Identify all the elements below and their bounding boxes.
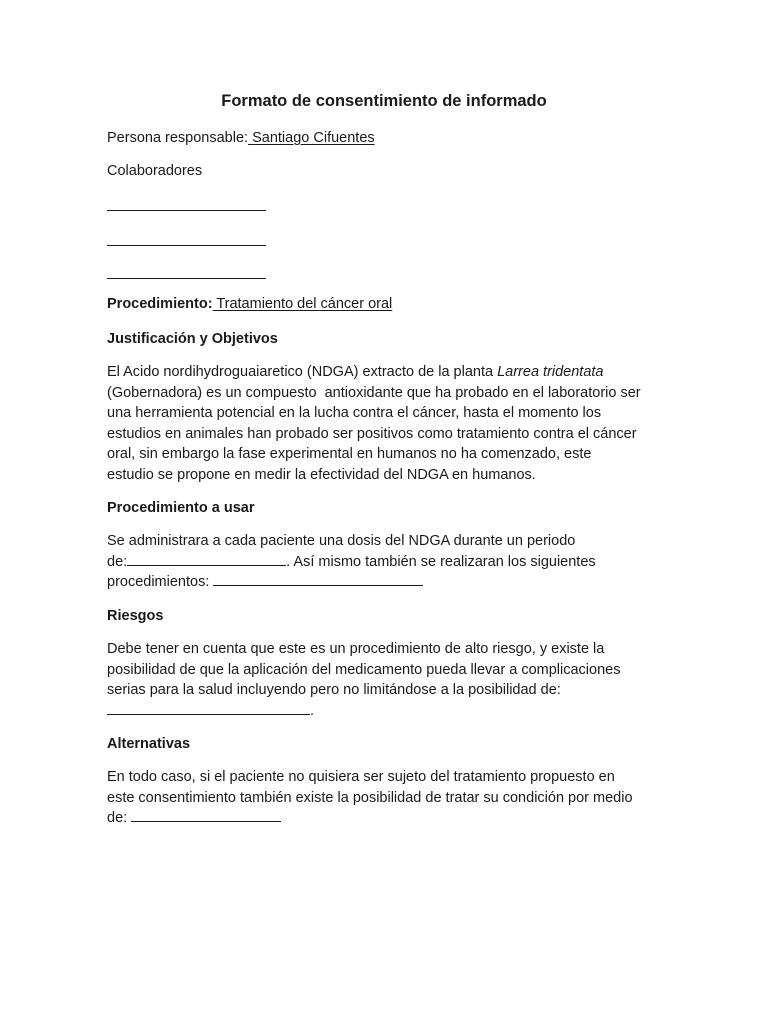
procedure-line — [107, 294, 392, 315]
risks-line-2: posibilidad de que la aplicación del medicamento pueda llevar a complicaciones — [107, 661, 621, 678]
collaborator-blank-2 — [107, 245, 266, 246]
risks-line-4: . — [107, 701, 314, 722]
responsible-value: Santiago Cifuentes — [248, 130, 375, 146]
risk-possibility-blank — [107, 701, 310, 715]
alternative-treatment-blank — [131, 808, 281, 822]
procedures-blank — [213, 572, 423, 586]
justification-line-6: estudio se propone en medir la efectividad del NDGA en humanos. — [107, 466, 536, 483]
justification-line-1: El Acido nordihydroguaiaretico (NDGA) extracto de la planta Larrea tridentata — [107, 364, 604, 380]
collaborator-blank-1 — [107, 210, 266, 211]
plant-name: Larrea tridentata — [497, 364, 604, 380]
alternatives-heading: Alternativas — [107, 736, 191, 752]
document-title: Formato de consentimiento de informado — [221, 92, 547, 110]
procedure-label: Procedimiento: — [107, 296, 213, 312]
collaborator-blank-3 — [107, 278, 266, 279]
procedure-use-line-2: de: . Así mismo también se realizaran los siguientes — [107, 553, 596, 570]
collaborators-label: Colaboradores — [107, 163, 203, 179]
procedure-use-heading: Procedimiento a usar — [107, 500, 255, 516]
justification-heading: Justificación y Objetivos — [107, 331, 278, 347]
risks-heading: Riesgos — [107, 608, 164, 624]
justification-line-5: oral, sin embargo la fase experimental en humanos no ha comenzado, este — [107, 446, 592, 462]
alternatives-line-2: este consentimiento también existe la posibilidad de tratar su condición por medio — [107, 789, 633, 806]
procedure-value: Tratamiento del cáncer oral — [212, 296, 393, 312]
responsible-label: Persona responsable: — [107, 130, 249, 146]
period-blank — [127, 552, 286, 566]
alternatives-line-1: En todo caso, si el paciente no quisiera ser sujeto del tratamiento propuesto en — [107, 769, 615, 785]
procedure-use-line-1: Se administrara a cada paciente una dosis del NDGA durante un periodo — [107, 533, 576, 549]
justification-line-3: una herramienta potencial en la lucha contra el cáncer, hasta el momento los — [107, 405, 602, 421]
justification-line-4: estudios en animales han probado ser positivos como tratamiento contra el cáncer — [107, 425, 637, 442]
procedure-use-line-3: procedimientos: — [107, 572, 423, 593]
risks-line-1: Debe tener en cuenta que este es un procedimiento de alto riesgo, y existe la — [107, 641, 605, 657]
risks-line-3: serias para la salud incluyendo pero no limitándose a la posibilidad de: — [107, 682, 561, 698]
responsible-person-line — [107, 128, 375, 149]
justification-line-2: (Gobernadora) es un compuesto antioxidante que ha probado en el laboratorio ser — [107, 384, 641, 401]
alternatives-line-3: de: — [107, 808, 281, 829]
